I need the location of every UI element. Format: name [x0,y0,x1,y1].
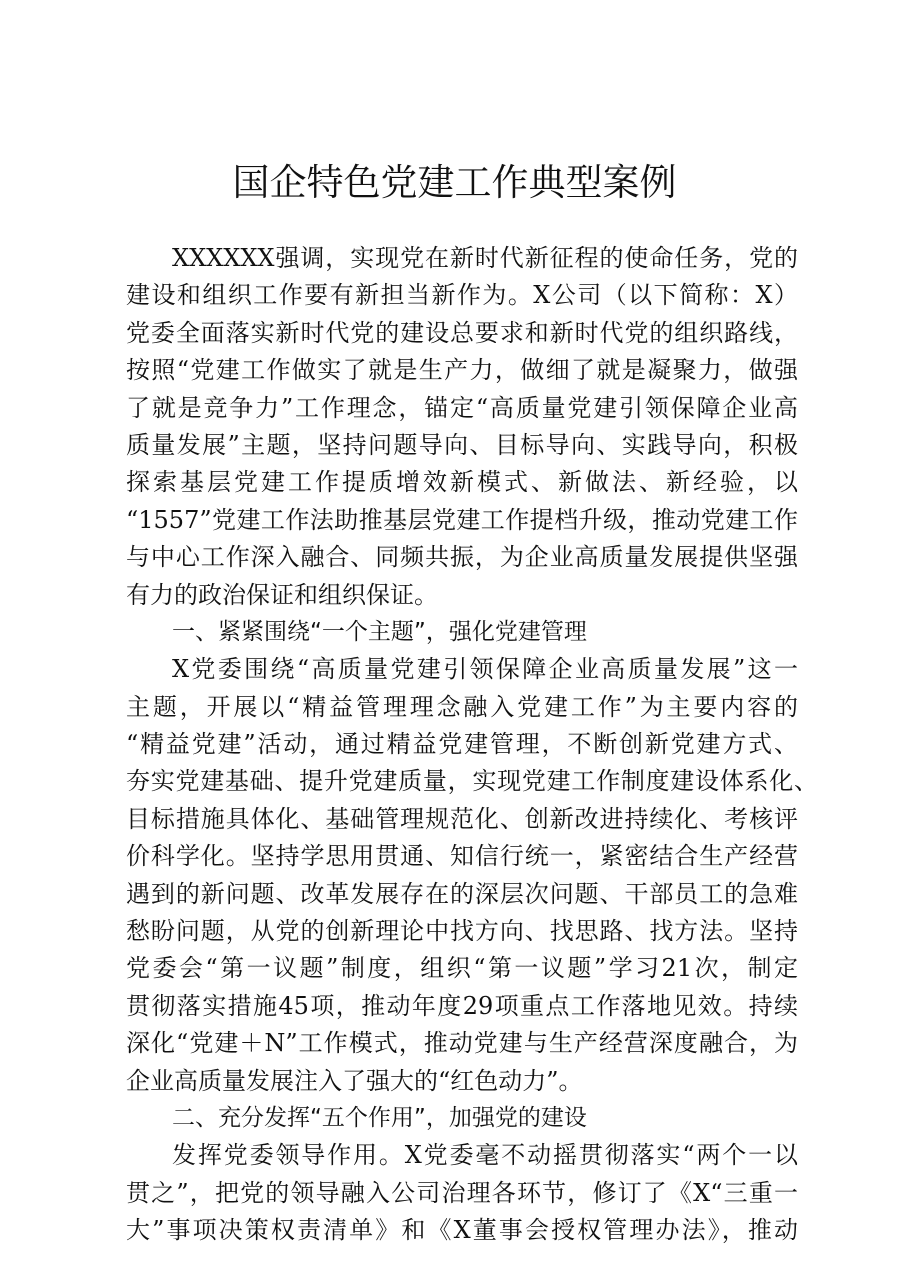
text-line: 贯彻落实措施45项，推动年度29项重点工作落地见效。持续 [126,991,798,1020]
text-line: 遇到的新问题、改革发展存在的深层次问题、干部员工的急难 [126,879,798,908]
text-line: “1557”党建工作法助推基层党建工作提档升级，推动党建工作 [126,505,798,534]
section-1 [126,614,818,1100]
text-line: 主题，开展以“精益管理理念融入党建工作”为主要内容的 [126,692,798,721]
text-line: 企业高质量发展注入了强大的“红色动力”。 [126,1066,583,1095]
text-line: 探索基层党建工作提质增效新模式、新做法、新经验，以 [126,468,798,497]
text-line: 按照“党建工作做实了就是生产力，做细了就是凝聚力，做强 [126,356,798,385]
text-line: 党委会“第一议题”制度，组织“第一议题”学习21次，制定 [126,954,798,983]
text-line: 质量发展”主题，坚持问题导向、目标导向、实践导向，积极 [126,430,798,459]
section-heading: 一、紧紧围绕“一个主题”，强化党建管理 [172,618,587,645]
text-line: 愁盼问题，从党的创新理论中找方向、找思路、找方法。坚持 [126,917,798,946]
section-2 [126,1100,798,1250]
text-line: “精益党建”活动，通过精益党建管理，不断创新党建方式、 [126,730,798,759]
text-line: 建设和组织工作要有新担当新作为。X公司（以下简称：X） [126,281,798,310]
text-line: 发挥党委领导作用。X党委毫不动摇贯彻落实“两个一以 [172,1141,798,1170]
text-line: XXXXXX强调，实现党在新时代新征程的使命任务，党的 [172,244,798,272]
document-title: 国企特色党建工作典型案例 [232,161,677,204]
section-heading: 二、充分发挥“五个作用”，加强党的建设 [172,1104,587,1131]
document-body [126,240,818,1250]
text-line: 有力的政治保证和组织保证。 [126,580,438,609]
text-line: 目标措施具体化、基础管理规范化、创新改进持续化、考核评 [126,804,798,833]
intro-paragraph [126,240,798,614]
text-line: 夯实党建基础、提升党建质量，实现党建工作制度建设体系化、 [126,767,818,796]
text-line: 大”事项决策权责清单》和《X董事会授权管理办法》，推动 [126,1216,798,1245]
text-line: 了就是竞争力”工作理念，锚定“高质量党建引领保障企业高 [126,393,798,422]
text-line: 深化“党建＋N”工作模式，推动党建与生产经营深度融合，为 [126,1029,798,1058]
text-line: 贯之”，把党的领导融入公司治理各环节，修订了《X“三重一 [126,1178,798,1207]
text-line: 党委全面落实新时代党的建设总要求和新时代党的组织路线， [126,318,798,347]
text-line: 与中心工作深入融合、同频共振，为企业高质量发展提供坚强 [126,543,798,572]
text-line: X党委围绕“高质量党建引领保障企业高质量发展”这一 [172,655,798,684]
text-line: 价科学化。坚持学思用贯通、知信行统一，紧密结合生产经营 [126,842,798,871]
